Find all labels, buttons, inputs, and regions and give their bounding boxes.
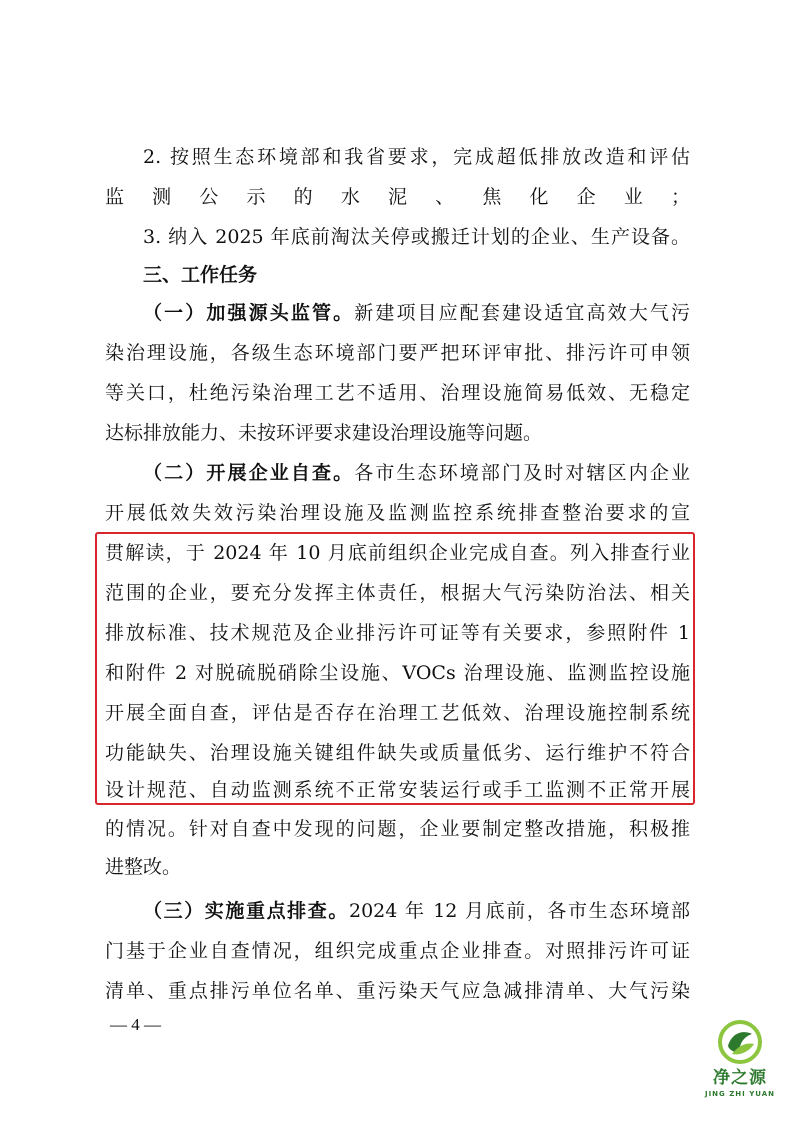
paragraph-line: 门基于企业自查情况，组织完成重点企业排查。对照排污许可证 <box>105 940 690 962</box>
page-number: — 4 — <box>110 1015 161 1034</box>
paragraph-line: （一）加强源头监管。新建项目应配套建设适宜高效大气污 <box>143 302 690 324</box>
paragraph-line: 染治理设施，各级生态环境部门要严把环评审批、排污许可申领 <box>105 342 690 364</box>
paragraph-line: 排放标准、技术规范及企业排污许可证等有关要求，参照附件 1 <box>105 622 690 644</box>
highlight-box <box>95 532 695 805</box>
section-heading: 三、工作任务 <box>143 264 258 286</box>
watermark-logo <box>700 1020 780 1112</box>
subheading: （二）开展企业自查。 <box>143 462 355 484</box>
paragraph-line: 清单、重点排污单位名单、重污染天气应急减排清单、大气污染 <box>105 980 690 1002</box>
paragraph-line: 3. 纳入 2025 年底前淘汰关停或搬迁计划的企业、生产设备。 <box>143 226 690 248</box>
paragraph-line: 和附件 2 对脱硫脱硝除尘设施、VOCs 治理设施、监测监控设施 <box>105 662 690 684</box>
paragraph-line: 贯解读，于 2024 年 10 月底前组织企业完成自查。列入排查行业 <box>105 542 690 564</box>
subheading: （一）加强源头监管。 <box>143 302 355 324</box>
paragraph-line: 范围的企业，要充分发挥主体责任，根据大气污染防治法、相关 <box>105 582 690 604</box>
paragraph-line: （二）开展企业自查。各市生态环境部门及时对辖区内企业 <box>143 462 690 484</box>
paragraph-line: 设计规范、自动监测系统不正常安装运行或手工监测不正常开展 <box>105 779 690 801</box>
subheading: （三）实施重点排查。 <box>143 900 349 922</box>
logo-chinese-name: 净之源 <box>713 1068 767 1088</box>
paragraph-line: 开展低效失效污染治理设施及监测监控系统排查整治要求的宣 <box>105 502 690 524</box>
paragraph-line: 监测公示的水泥、焦化企业； <box>105 186 690 208</box>
leaf-logo-icon <box>718 1020 762 1064</box>
logo-english-name: JING ZHI YUAN <box>704 1090 776 1098</box>
paragraph-line: 的情况。针对自查中发现的问题，企业要制定整改措施，积极推 <box>105 818 690 840</box>
paragraph-line: 功能缺失、治理设施关键组件缺失或质量低劣、运行维护不符合 <box>105 742 690 764</box>
paragraph-line: 开展全面自查，评估是否存在治理工艺低效、治理设施控制系统 <box>105 702 690 724</box>
paragraph-line: 等关口，杜绝污染治理工艺不适用、治理设施简易低效、无稳定 <box>105 382 690 404</box>
paragraph-line: （三）实施重点排查。2024 年 12 月底前，各市生态环境部 <box>143 900 690 922</box>
paragraph-line: 2. 按照生态环境部和我省要求，完成超低排放改造和评估 <box>143 146 690 168</box>
paragraph-line: 进整改。 <box>105 856 182 878</box>
paragraph-line: 达标排放能力、未按环评要求建设治理设施等问题。 <box>105 422 543 444</box>
